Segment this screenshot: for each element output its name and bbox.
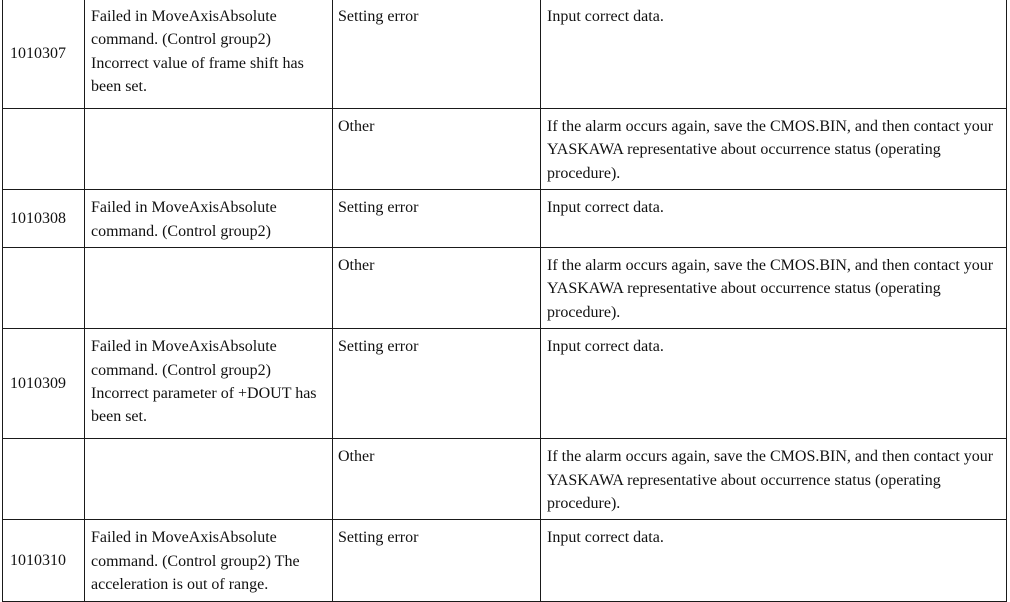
alarm-description-blank: [85, 109, 333, 190]
alarm-remedy: If the alarm occurs again, save the CMOS.BIN, and then contact your YASKAWA representative about occurrence status (operating procedure).: [541, 109, 1007, 190]
table-row: [3, 520, 1007, 601]
alarm-cause: Other: [333, 439, 541, 520]
table-row: [3, 439, 1007, 520]
alarm-cause: Setting error: [333, 520, 541, 601]
alarm-cause: Setting error: [333, 0, 541, 109]
table-row: [3, 248, 1007, 329]
alarm-cause: Other: [333, 248, 541, 329]
alarm-table: [2, 0, 1007, 602]
table-row: [3, 109, 1007, 190]
table-row: [3, 0, 1007, 109]
alarm-description: Failed in MoveAxisAbsolute command. (Control group2) Incorrect parameter of +DOUT has been set.: [85, 329, 333, 439]
alarm-cause: Setting error: [333, 329, 541, 439]
alarm-description: Failed in MoveAxisAbsolute command. (Control group2): [85, 190, 333, 248]
alarm-remedy: If the alarm occurs again, save the CMOS.BIN, and then contact your YASKAWA representative about occurrence status (operating procedure).: [541, 439, 1007, 520]
alarm-description-blank: [85, 248, 333, 329]
alarm-code: 1010307: [3, 0, 85, 109]
alarm-cause: Setting error: [333, 190, 541, 248]
table-row: [3, 329, 1007, 439]
alarm-remedy: Input correct data.: [541, 0, 1007, 109]
alarm-code: 1010308: [3, 190, 85, 248]
alarm-remedy: If the alarm occurs again, save the CMOS.BIN, and then contact your YASKAWA representative about occurrence status (operating procedure).: [541, 248, 1007, 329]
alarm-description-blank: [85, 439, 333, 520]
alarm-description: Failed in MoveAxisAbsolute command. (Control group2) Incorrect value of frame shift has been set.: [85, 0, 333, 109]
alarm-code-blank: [3, 109, 85, 190]
alarm-description: Failed in MoveAxisAbsolute command. (Control group2) The acceleration is out of range.: [85, 520, 333, 601]
alarm-code: 1010310: [3, 520, 85, 601]
alarm-remedy: Input correct data.: [541, 520, 1007, 601]
alarm-cause: Other: [333, 109, 541, 190]
alarm-code: 1010309: [3, 329, 85, 439]
table-row: [3, 190, 1007, 248]
alarm-code-blank: [3, 248, 85, 329]
alarm-remedy: Input correct data.: [541, 190, 1007, 248]
alarm-remedy: Input correct data.: [541, 329, 1007, 439]
alarm-code-blank: [3, 439, 85, 520]
